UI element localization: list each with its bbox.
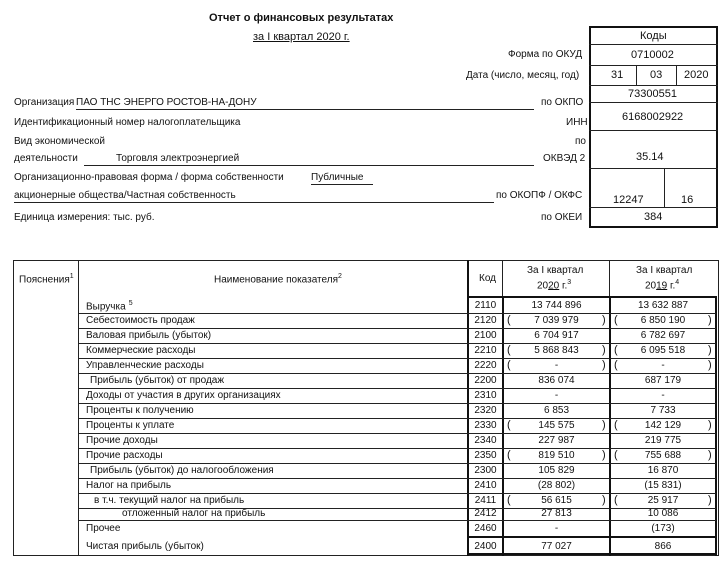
row-current: 77 027 (541, 541, 572, 552)
date-year: 2020 (684, 69, 709, 81)
unit-label: Единица измерения: тыс. руб. (14, 212, 155, 223)
row-current: - (554, 360, 559, 371)
codes-label: Коды (640, 30, 667, 42)
row-current: 27 813 (541, 508, 572, 519)
open-paren: ( (507, 359, 511, 371)
row-name: Проценты к получению (86, 405, 194, 416)
row-name: Доходы от участия в других организациях (86, 390, 281, 401)
col-cur-header-year: 2020 г.$^3$ (537, 279, 572, 292)
close-paren: ) (602, 314, 606, 326)
open-paren: ( (507, 494, 511, 506)
row-current: 227 987 (538, 435, 575, 446)
row-name: Управленческие расходы (86, 360, 204, 371)
close-paren: ) (708, 314, 712, 326)
col-notes-header: Пояснения$^1$ (19, 273, 74, 286)
row-current: (28 802) (537, 480, 576, 491)
row-previous: - (661, 390, 665, 401)
okpo-value: 73300551 (628, 88, 677, 100)
row-previous: 10 086 (647, 508, 679, 519)
row-previous: - (661, 360, 665, 371)
row-code: 2411 (474, 495, 497, 506)
row-code: 2340 (474, 435, 497, 446)
row-code: 2220 (474, 360, 497, 371)
row-previous: 142 129 (644, 420, 682, 431)
activity-label-1: Вид экономической (14, 136, 105, 147)
row-previous: 6 782 697 (640, 330, 686, 341)
open-paren: ( (614, 449, 618, 461)
okud-label: Форма по ОКУД (508, 49, 583, 60)
inn-value: 6168002922 (622, 111, 684, 123)
okopf-value: 12247 (613, 194, 644, 206)
open-paren: ( (507, 449, 511, 461)
row-previous: 16 870 (647, 465, 679, 476)
row-code: 2210 (474, 345, 497, 356)
legal-label: Организационно-правовая форма / форма собственности (14, 172, 284, 183)
row-code: 2110 (474, 300, 497, 311)
close-paren: ) (708, 359, 712, 371)
close-paren: ) (708, 344, 712, 356)
row-current: 56 615 (541, 495, 572, 506)
row-name: в т.ч. текущий налог на прибыль (94, 495, 245, 506)
row-code: 2330 (474, 420, 497, 431)
okei-value: 384 (644, 211, 663, 223)
row-previous: 13 632 887 (637, 300, 689, 311)
legal-value-1: Публичные (311, 172, 364, 183)
open-paren: ( (507, 419, 511, 431)
close-paren: ) (602, 419, 606, 431)
date-day: 31 (611, 69, 624, 81)
row-name: Проценты к уплате (86, 420, 175, 431)
close-paren: ) (602, 494, 606, 506)
row-current: 6 704 917 (534, 330, 579, 341)
row-current: 6 853 (543, 405, 570, 416)
row-previous: 7 733 (650, 405, 676, 416)
row-current: - (554, 523, 559, 534)
open-paren: ( (614, 359, 618, 371)
row-current: 836 074 (538, 375, 575, 386)
date-month: 03 (650, 69, 663, 81)
row-code: 2350 (474, 450, 497, 461)
row-name: Прибыль (убыток) от продаж (90, 375, 225, 386)
col-prev-header: За I квартал (636, 265, 693, 276)
row-code: 2200 (474, 375, 497, 386)
date-label: Дата (число, месяц, год) (466, 70, 580, 81)
row-code: 2460 (474, 523, 497, 534)
open-paren: ( (614, 494, 618, 506)
inn-row-label: Идентификационный номер налогоплательщика (14, 117, 241, 128)
col-cur-header: За I квартал (527, 265, 584, 276)
row-name: Прочие доходы (86, 435, 158, 446)
okei-label: по ОКЕИ (541, 212, 583, 223)
row-current: 105 829 (538, 465, 575, 476)
row-code: 2310 (474, 390, 497, 401)
legal-value-2: акционерные общества/Частная собственность (14, 190, 236, 201)
row-current: 13 744 896 (531, 300, 582, 311)
close-paren: ) (708, 419, 712, 431)
col-prev-header-year: 2019 г.$^4$ (645, 279, 680, 292)
okved-label: ОКВЭД 2 (543, 153, 586, 164)
close-paren: ) (708, 494, 712, 506)
activity-label-2: деятельности (14, 153, 78, 164)
row-name: Налог на прибыль (86, 480, 172, 491)
row-previous: 219 775 (644, 435, 682, 446)
row-previous: 25 917 (647, 495, 679, 506)
open-paren: ( (614, 344, 618, 356)
row-current: 145 575 (538, 420, 575, 431)
row-name: Прочее (86, 523, 121, 534)
row-current: 7 039 979 (534, 315, 579, 326)
org-name: ПАО ТНС ЭНЕРГО РОСТОВ-НА-ДОНУ (76, 97, 257, 108)
report-period: за I квартал 2020 г. (253, 31, 350, 43)
row-name: отложенный налог на прибыль (122, 508, 266, 519)
open-paren: ( (507, 314, 511, 326)
col-name-header: Наименование показателя$^2$ (214, 273, 342, 286)
row-previous: (173) (651, 523, 675, 534)
okfs-value: 16 (681, 194, 694, 206)
col-code-header: Код (479, 273, 497, 284)
okved-value: 35.14 (636, 151, 664, 163)
row-code: 2100 (474, 330, 497, 341)
row-previous: 6 850 190 (640, 315, 686, 326)
row-name: Прибыль (убыток) до налогообложения (90, 465, 274, 476)
row-current: 5 868 843 (534, 345, 579, 356)
row-code: 2410 (474, 480, 497, 491)
open-paren: ( (614, 314, 618, 326)
report-title: Отчет о финансовых результатах (209, 12, 394, 24)
row-code: 2412 (474, 508, 497, 519)
row-code: 2120 (474, 315, 497, 326)
row-current: - (554, 390, 559, 401)
close-paren: ) (602, 359, 606, 371)
org-label: Организация (14, 97, 75, 108)
row-code: 2400 (474, 541, 497, 552)
close-paren: ) (602, 449, 606, 461)
close-paren: ) (602, 344, 606, 356)
row-previous: 687 179 (644, 375, 682, 386)
row-name: Выручка $^5$ (86, 300, 133, 313)
activity-value: Торговля электроэнергией (116, 153, 240, 164)
row-current: 819 510 (538, 450, 575, 461)
okud-value: 0710002 (631, 49, 674, 61)
row-name: Валовая прибыль (убыток) (86, 330, 212, 341)
open-paren: ( (614, 419, 618, 431)
okopf-label: по ОКОПФ / ОКФС (496, 190, 583, 201)
close-paren: ) (708, 449, 712, 461)
open-paren: ( (507, 344, 511, 356)
row-name: Коммерческие расходы (86, 345, 196, 356)
row-previous: 755 688 (644, 450, 682, 461)
row-previous: 6 095 518 (640, 345, 686, 356)
inn-label: ИНН (566, 117, 588, 128)
row-previous: (15 831) (644, 480, 682, 491)
okved-po: по (575, 136, 586, 147)
row-name: Прочие расходы (86, 450, 163, 461)
row-code: 2320 (474, 405, 497, 416)
row-name: Себестоимость продаж (86, 315, 195, 326)
okpo-label: по ОКПО (541, 97, 584, 108)
row-code: 2300 (474, 465, 497, 476)
row-previous: 866 (654, 541, 672, 552)
row-name: Чистая прибыль (убыток) (86, 541, 204, 552)
